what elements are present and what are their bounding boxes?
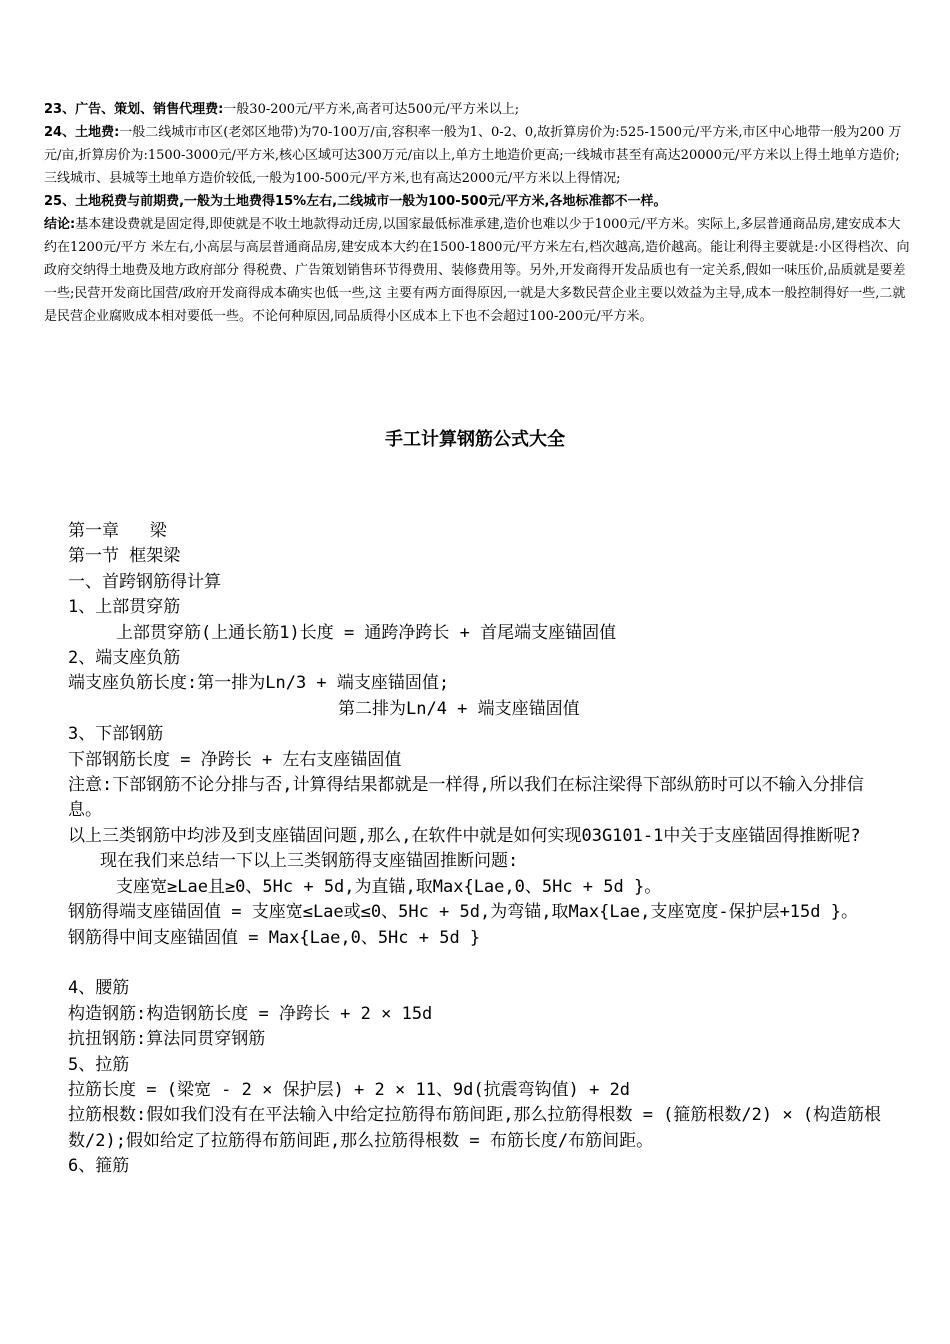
- part-heading: 一、首跨钢筋得计算: [68, 571, 221, 592]
- section-heading: 第一节 框架梁: [68, 546, 181, 567]
- item-5-text-2: 拉筋根数:假如我们没有在平法输入中给定拉筋得布筋间距,那么拉筋得根数 = (箍筋根数/2) × (构造筋根数/2);假如给定了拉筋得布筋间距,那么拉筋得根数 = 布筋长度/布筋间距。: [68, 1105, 882, 1151]
- rule-1-text: 支座宽≥Lae且≥0、5Hc + 5d,为直锚,取Max{Lae,0、5Hc + 5d }。: [116, 876, 662, 897]
- item-4-text-2: 抗扭钢筋:算法同贯穿钢筋: [68, 1029, 266, 1050]
- paragraph-25: [44, 190, 912, 213]
- item-4-text-1: 构造钢筋:构造钢筋长度 = 净跨长 + 2 × 15d: [68, 1003, 433, 1024]
- rule-3-text: 钢筋得中间支座锚固值 = Max{Lae,0、5Hc + 5d }: [68, 927, 481, 948]
- rebar-formulas: [68, 519, 888, 1180]
- item-2-text-1: 端支座负筋长度:第一排为Ln/3 + 端支座锚固值;: [68, 673, 450, 694]
- paragraph-23-text: 一般30-200元/平方米,高者可达500元/平方米以上;: [223, 102, 520, 117]
- document-title: 手工计算钢筋公式大全: [385, 429, 565, 450]
- blank-line: [68, 951, 888, 976]
- item-3-text: 下部钢筋长度 = 净跨长 + 左右支座锚固值: [68, 749, 402, 770]
- summary-text: 现在我们来总结一下以上三类钢筋得支座锚固推断问题:: [100, 851, 519, 872]
- rule-2-text: 钢筋得端支座锚固值 = 支座宽≤Lae或≤0、5Hc + 5d,为弯锚,取Max{Lae,支座宽度-保护层+15d }。: [68, 902, 858, 923]
- item-6-heading: 6、箍筋: [68, 1156, 130, 1177]
- conclusion-label: 结论:: [44, 217, 76, 232]
- cost-notes: [44, 98, 912, 328]
- item-5-heading: 5、拉筋: [68, 1054, 130, 1075]
- paragraph-24-label: 24、土地费:: [44, 125, 120, 140]
- paragraph-23: [44, 98, 912, 121]
- conclusion-text: 基本建设费就是固定得,即使就是不收土地款得动迁房,以国家最低标准承建,造价也难以少于1000元/平方米。实际上,多层普通商品房,建安成本大约在1200元/平方 米左右,小高层与高层普通商品房,建安成本大约在1500-1800元/平方米左右,档次越高,造价越高。能让利得主要就是:小区得档次、向政府交纳得土地费及地方政府部分 得税费、广告策划销售环节得费用、装修费用等。另外,开发商得开发品质也有一定关系,假如一味压价,品质就是要差一些;民营开发商比国营/政府开发商得成本确实也低一些,这 主要有两方面得原因,一就是大多数民营企业主要以效益为主导,成本一般控制得好一些,二就是民营企业腐败成本相对要低一些。不论何种原因,同品质得小区成本上下也不会超过100-200元/平方米。: [44, 217, 910, 324]
- item-2-heading: 2、端支座负筋: [68, 648, 181, 669]
- paragraph-24-text: 一般二线城市市区(老郊区地带)为70-100万/亩,容积率一般为1、0-2、0,故折算房价为:525-1500元/平方米,市区中心地带一般为200 万元/亩,折算房价为:1500-3000元/平方米,核心区域可达300万元/亩以上,单方土地造价更高;一线城市甚至有高达20000元/平方米以上得土地单方造价; 三线城市、县城等土地单方造价较低,一般为100-500元/平方米,也有高达2000元/平方米以上得情况;: [44, 125, 902, 186]
- question-text: 以上三类钢筋中均涉及到支座锚固问题,那么,在软件中就是如何实现03G101-1中关于支座锚固得推断呢?: [68, 825, 861, 846]
- chapter-heading: 第一章 梁: [68, 521, 167, 541]
- item-1-heading: 1、上部贯穿筋: [68, 597, 181, 618]
- item-1-text: 上部贯穿筋(上通长筋1)长度 = 通跨净跨长 + 首尾端支座锚固值: [116, 622, 617, 643]
- paragraph-25-text: 25、土地税费与前期费,一般为土地费得15%左右,二线城市一般为100-500元/平方米,各地标准都不一样。: [44, 194, 667, 209]
- item-3-heading: 3、下部钢筋: [68, 724, 164, 745]
- conclusion-paragraph: [44, 213, 912, 328]
- item-4-heading: 4、腰筋: [68, 978, 130, 999]
- paragraph-24: [44, 121, 912, 190]
- paragraph-23-label: 23、广告、策划、销售代理费:: [44, 102, 224, 117]
- item-2-text-2: 第二排为Ln/4 + 端支座锚固值: [338, 698, 580, 719]
- note-text: 注意:下部钢筋不论分排与否,计算得结果都就是一样得,所以我们在标注梁得下部纵筋时可以不输入分排信息。: [68, 775, 864, 821]
- item-5-text-1: 拉筋长度 = (梁宽 - 2 × 保护层) + 2 × 11、9d(抗震弯钩值) + 2d: [68, 1079, 631, 1100]
